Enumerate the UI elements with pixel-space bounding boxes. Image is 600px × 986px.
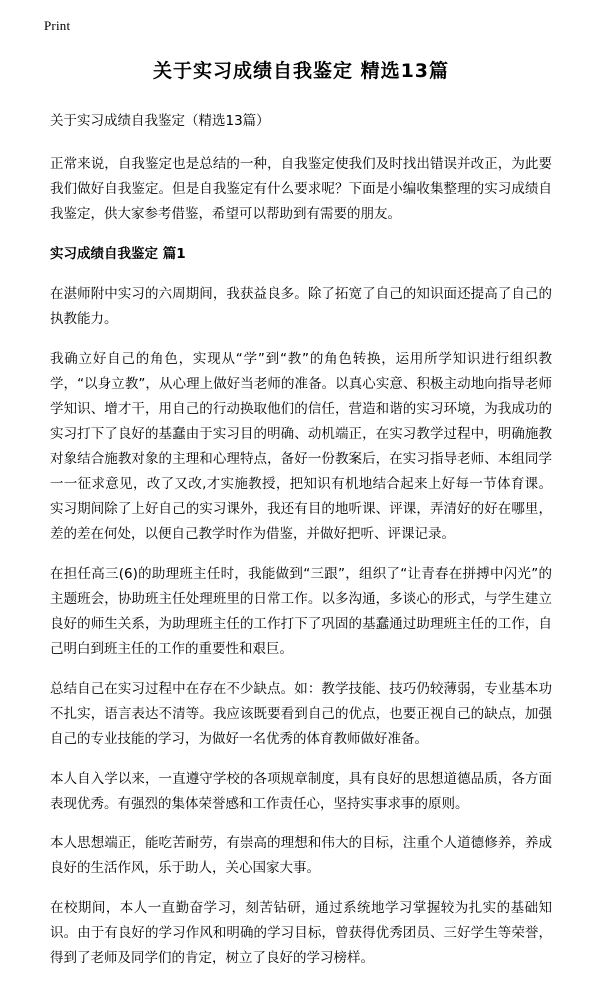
section-heading: 实习成绩自我鉴定 篇1 [50,246,186,263]
paragraph-2: 我确立好自己的角色，实现从“学”到“教”的角色转换，运用所学知识进行组织教学，“以身立教”，从心理上做好当老师的准备。以真心实意、积极主动地向指导老师学知识、增才干，用自己的行动换取他们的信任，营造和谐的实习环境，为我成功的实习打下了良好的基蠢由于实习目的明确、动机端正，在实习教学过程中，明确施教对象结合施教对象的主理和心理特点，备好一份教案后，在实习指导老师、本组同学一一征求意见，改了又改,才实施教授，把知识有机地结合起来上好每一节体育课。实习期间除了上好自己的实习课外，我还有目的地听课、评课，弄清好的好在哪里，差的差在何处，以便自己教学时作为借鉴，并做好把听、评课记录。 [50,351,552,542]
document-body [50,58,552,986]
paragraph-7: 在校期间，本人一直勤奋学习，刻苦钻研，通过系统地学习掌握较为扎实的基础知识。由于有良好的学习作风和明确的学习目标，曾获得优秀团员、三好学生等荣誉，得到了老师及同学们的肯定，树立了良好的学习榜样。 [50,900,552,967]
paragraph-3: 在担任高三(6)的助理班主任时，我能做到“三跟”，组织了“让青春在拼搏中闪光”的主题班会，协助班主任处理班里的日常工作。以多沟通，多谈心的形式，与学生建立良好的师生关系，为助理班主任的工作打下了巩固的基蠢通过助理班主任的工作，自己明白到班主任的工作的重要性和艰巨。 [50,565,552,657]
page-title: 关于实习成绩自我鉴定 精选13篇 [152,60,450,82]
paragraph-5: 本人自入学以来，一直遵守学校的各项规章制度，具有良好的思想道德品质，各方面表现优秀。有强烈的集体荣誉感和工作责任心，坚持实事求事的原则。 [50,770,552,812]
paragraph-6: 本人思想端正，能吃苦耐劳，有崇高的理想和伟大的目标，注重个人道德修养，养成良好的生活作风，乐于助人，关心国家大事。 [50,835,552,877]
paragraph-1: 在湛师附中实习的六周期间，我获益良多。除了拓宽了自己的知识面还提高了自己的执教能力。 [50,286,552,328]
document-subtitle: 关于实习成绩自我鉴定（精选13篇） [50,112,270,129]
paragraph-4: 总结自己在实习过程中在存在不少缺点。如：教学技能、技巧仍较薄弱，专业基本功不扎实，语言表达不清等。我应该既要看到自己的优点，也要正视自己的缺点，加强自己的专业技能的学习，为做好一名优秀的体育教师做好准备。 [50,680,552,747]
print-button[interactable]: Print [44,18,71,33]
paragraph-intro: 正常来说，自我鉴定也是总结的一种，自我鉴定使我们及时找出错误并改正，为此要我们做好自我鉴定。但是自我鉴定有什么要求呢？下面是小编收集整理的实习成绩自我鉴定，供大家参考借鉴，希望可以帮助到有需要的朋友。 [50,156,552,223]
